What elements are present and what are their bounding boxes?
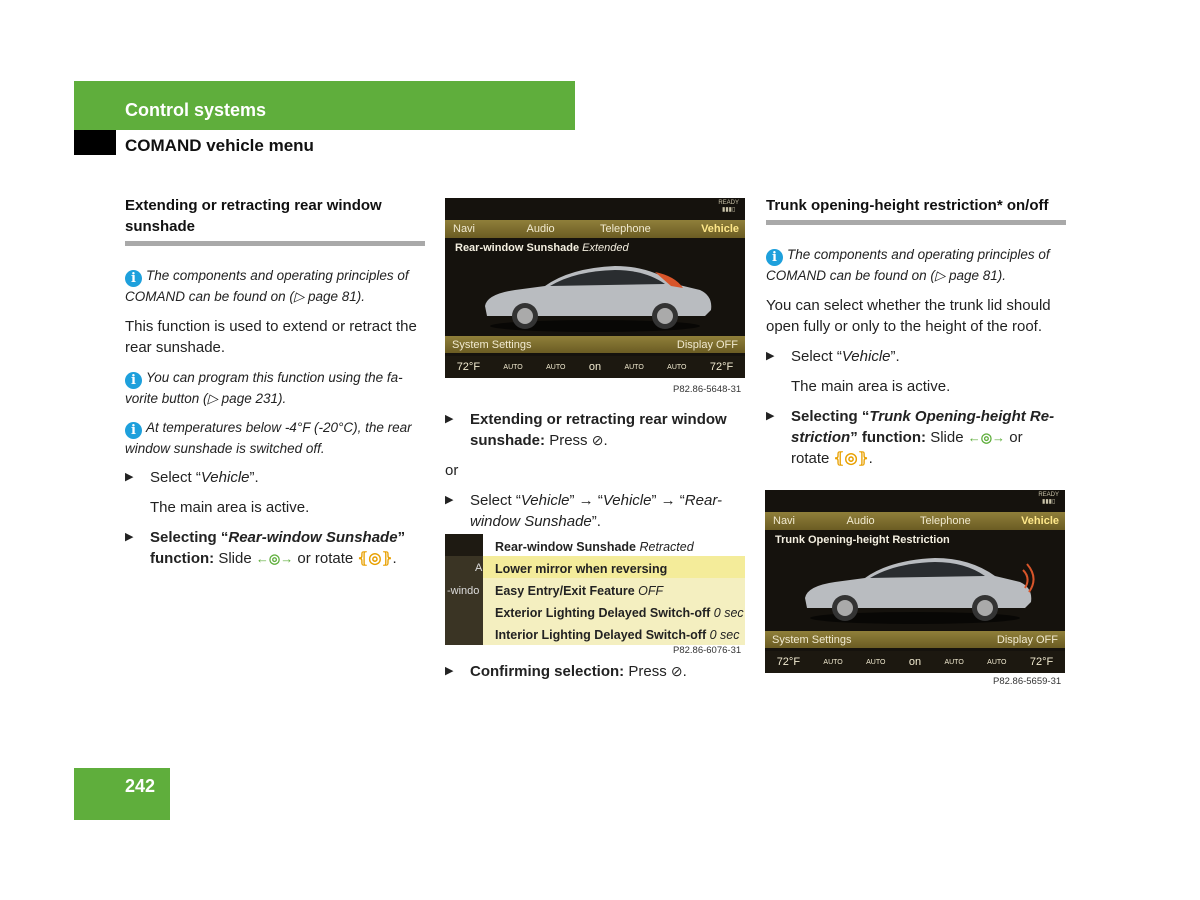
auto-left: AUTO [823, 658, 843, 666]
step-em: Vehicle [200, 469, 250, 486]
step-text: Press [628, 663, 667, 680]
step-text: ”. [249, 469, 259, 486]
slide-control-icon: ←◎→ [967, 430, 1006, 445]
fan-auto: AUTO [866, 658, 886, 666]
note-text: The components and operating principles of COMAND can be found on (▷ page 81). [125, 268, 409, 304]
step-press: ▶ Extending or retracting rear window sunshade: Press ⊘. [445, 411, 727, 449]
menu-audio[interactable]: Audio [526, 223, 555, 235]
list-item-mirror[interactable]: Lower mirror when reversing [483, 556, 745, 578]
display-off-softkey[interactable]: Display OFF [676, 338, 738, 351]
note-text: You can program this function using the fa-vorite button (▷ page 231). [125, 370, 403, 406]
rotate-control-icon: ⦃◎⦄ [833, 450, 869, 467]
auto-left: AUTO [503, 363, 523, 371]
step-text: Select “ [791, 348, 842, 365]
menu-vehicle[interactable]: Vehicle [1021, 515, 1059, 527]
press-icon: ⊘ [670, 663, 683, 679]
paragraph: You can select whether the trunk lid should open fully or only to the height of the roof. [766, 297, 1051, 335]
side-b: -windo [447, 585, 480, 597]
car-illustration [475, 258, 715, 333]
auto-right: AUTO [987, 658, 1007, 666]
ready-indicator: READY ▮▮▮▯ [1038, 492, 1059, 505]
step-text: Select “ [470, 492, 521, 509]
step-select-function: ▶ Selecting “Trunk Opening-height Re-striction” function: Slide ←◎→ or rotate ⦃◎⦄. [766, 408, 1055, 467]
info-note [766, 245, 1066, 285]
bullet-icon: ▶ [766, 410, 775, 422]
bullet-icon: ▶ [125, 531, 134, 543]
column-trunk [766, 195, 1066, 469]
slide-control-icon: ←◎→ [255, 551, 294, 566]
bullet-icon: ▶ [445, 494, 454, 506]
ready-indicator: READY ▮▮▮▯ [718, 200, 739, 213]
step-em: Rear-window Sunshade [228, 529, 398, 546]
temp-left: 72°F [776, 656, 801, 668]
page-number-box [74, 768, 170, 820]
column-sunshade [125, 195, 425, 569]
step-bold: Selecting “ [150, 529, 229, 546]
step-confirm: ▶ Confirming selection: Press ⊘. [445, 663, 687, 680]
step-select-vehicle [766, 346, 1066, 367]
figure-caption: P82.86-5659-31 [993, 676, 1062, 687]
list-item-interior-lighting[interactable]: Interior Lighting Delayed Switch-off 0 sec [495, 628, 740, 642]
temp-right: 72°F [709, 361, 734, 373]
rotate-control-icon: ⦃◎⦄ [357, 550, 393, 567]
ac-on: on [908, 656, 922, 668]
vehicle-menu-list [445, 534, 745, 645]
step-em: Vehicle [602, 492, 652, 509]
info-note [125, 266, 425, 306]
step-text: Slide [930, 429, 964, 446]
menu-list [483, 534, 745, 645]
info-note [125, 418, 425, 458]
step-text: Select “ [150, 469, 201, 486]
menu-navi[interactable]: Navi [453, 223, 476, 235]
menu-audio[interactable]: Audio [846, 515, 875, 527]
step-text: rotate [791, 450, 830, 467]
fan-auto: AUTO [546, 363, 566, 371]
step-text: ”. [890, 348, 900, 365]
comand-screen-trunk [765, 490, 1065, 673]
menu-navi[interactable]: Navi [773, 515, 796, 527]
ac-on: on [588, 361, 602, 373]
system-settings-softkey[interactable]: System Settings [452, 338, 532, 351]
list-side-panel [445, 556, 483, 645]
step-menu-path [445, 490, 745, 532]
list-item-easy-entry[interactable]: Easy Entry/Exit Feature OFF [495, 584, 664, 598]
list-item-sunshade[interactable]: Rear-window Sunshade Retracted [483, 534, 745, 556]
side-a: A [475, 562, 483, 574]
step-bold: ” function: [150, 529, 406, 567]
info-icon: i [125, 372, 142, 389]
trunk-heading: Trunk opening-height restriction* on/off [766, 195, 1066, 225]
step-bold: ” function: [850, 429, 927, 446]
step-bold: Confirming selection: [470, 663, 625, 680]
step-em: Vehicle [520, 492, 570, 509]
info-icon: i [125, 422, 142, 439]
temp-right: 72°F [1029, 656, 1054, 668]
softkey-bar [445, 336, 745, 353]
step-result: The main area is active. [150, 499, 310, 516]
step-text: Slide [218, 550, 252, 567]
step-text: ” → “ [651, 492, 685, 509]
subsection-title: COMAND vehicle menu [125, 136, 314, 155]
section-title: Control systems [125, 100, 267, 120]
menu-telephone[interactable]: Telephone [920, 515, 971, 527]
info-note [125, 368, 425, 408]
screen-title: Trunk Opening-height Restriction [775, 534, 950, 546]
sunshade-heading: Extending or retracting rear window sunshade [125, 195, 425, 246]
list-item-exterior-lighting[interactable]: Exterior Lighting Delayed Switch-off 0 sec [495, 606, 744, 620]
step-text: ”. [591, 513, 601, 530]
step-text: ” → “ [569, 492, 603, 509]
step-text: Press [549, 432, 588, 449]
step-em: Rear-window Sunshade [470, 492, 723, 530]
menu-vehicle[interactable]: Vehicle [701, 223, 739, 235]
fan-auto-right: AUTO [944, 658, 964, 666]
page-number: 242 [125, 776, 156, 796]
display-off-softkey[interactable]: Display OFF [996, 633, 1058, 646]
info-icon: i [125, 270, 142, 287]
screen-title: Rear-window Sunshade Extended [455, 242, 629, 254]
figure-caption: P82.86-6076-31 [673, 645, 742, 656]
note-text: At temperatures below -4°F (-20°C), the rear window sunshade is switched off. [125, 420, 412, 456]
climate-bar [445, 356, 745, 378]
step-em: Vehicle [841, 348, 891, 365]
paragraph: This function is used to extend or retract the rear sunshade. [125, 318, 417, 356]
subsection-marker [74, 130, 116, 155]
bullet-icon: ▶ [445, 413, 454, 425]
step-result: The main area is active. [791, 378, 951, 395]
info-icon: i [766, 249, 783, 266]
main-menu-bar [445, 220, 745, 238]
softkey-bar [765, 631, 1065, 648]
comand-screen-sunshade [445, 198, 745, 378]
bullet-icon: ▶ [766, 350, 775, 362]
step-select-function: ▶ Selecting “Rear-window Sunshade” function: Slide ←◎→ or rotate ⦃◎⦄. [125, 529, 406, 567]
figure-caption: P82.86-5648-31 [673, 384, 742, 395]
main-menu-bar [765, 512, 1065, 530]
step-bold: Extending or retracting rear window sunshade: [470, 411, 727, 449]
auto-right: AUTO [667, 363, 687, 371]
bullet-icon: ▶ [125, 471, 134, 483]
step-select-vehicle [125, 467, 425, 488]
bullet-icon: ▶ [445, 665, 454, 677]
fan-auto-right: AUTO [624, 363, 644, 371]
step-text: or rotate [297, 550, 354, 567]
column-confirm-step [445, 661, 745, 682]
column-sunshade-steps [445, 400, 745, 532]
climate-bar [765, 651, 1065, 673]
car-illustration [795, 550, 1035, 625]
press-icon: ⊘ [591, 432, 604, 448]
system-settings-softkey[interactable]: System Settings [772, 633, 852, 646]
step-em: Trunk Opening-height Re-striction [791, 408, 1055, 446]
or-text: or [445, 462, 459, 479]
menu-telephone[interactable]: Telephone [600, 223, 651, 235]
temp-left: 72°F [456, 361, 481, 373]
step-text: or [1009, 429, 1023, 446]
step-bold: Selecting “ [791, 408, 870, 425]
note-text: The components and operating principles of COMAND can be found on (▷ page 81). [766, 247, 1050, 283]
